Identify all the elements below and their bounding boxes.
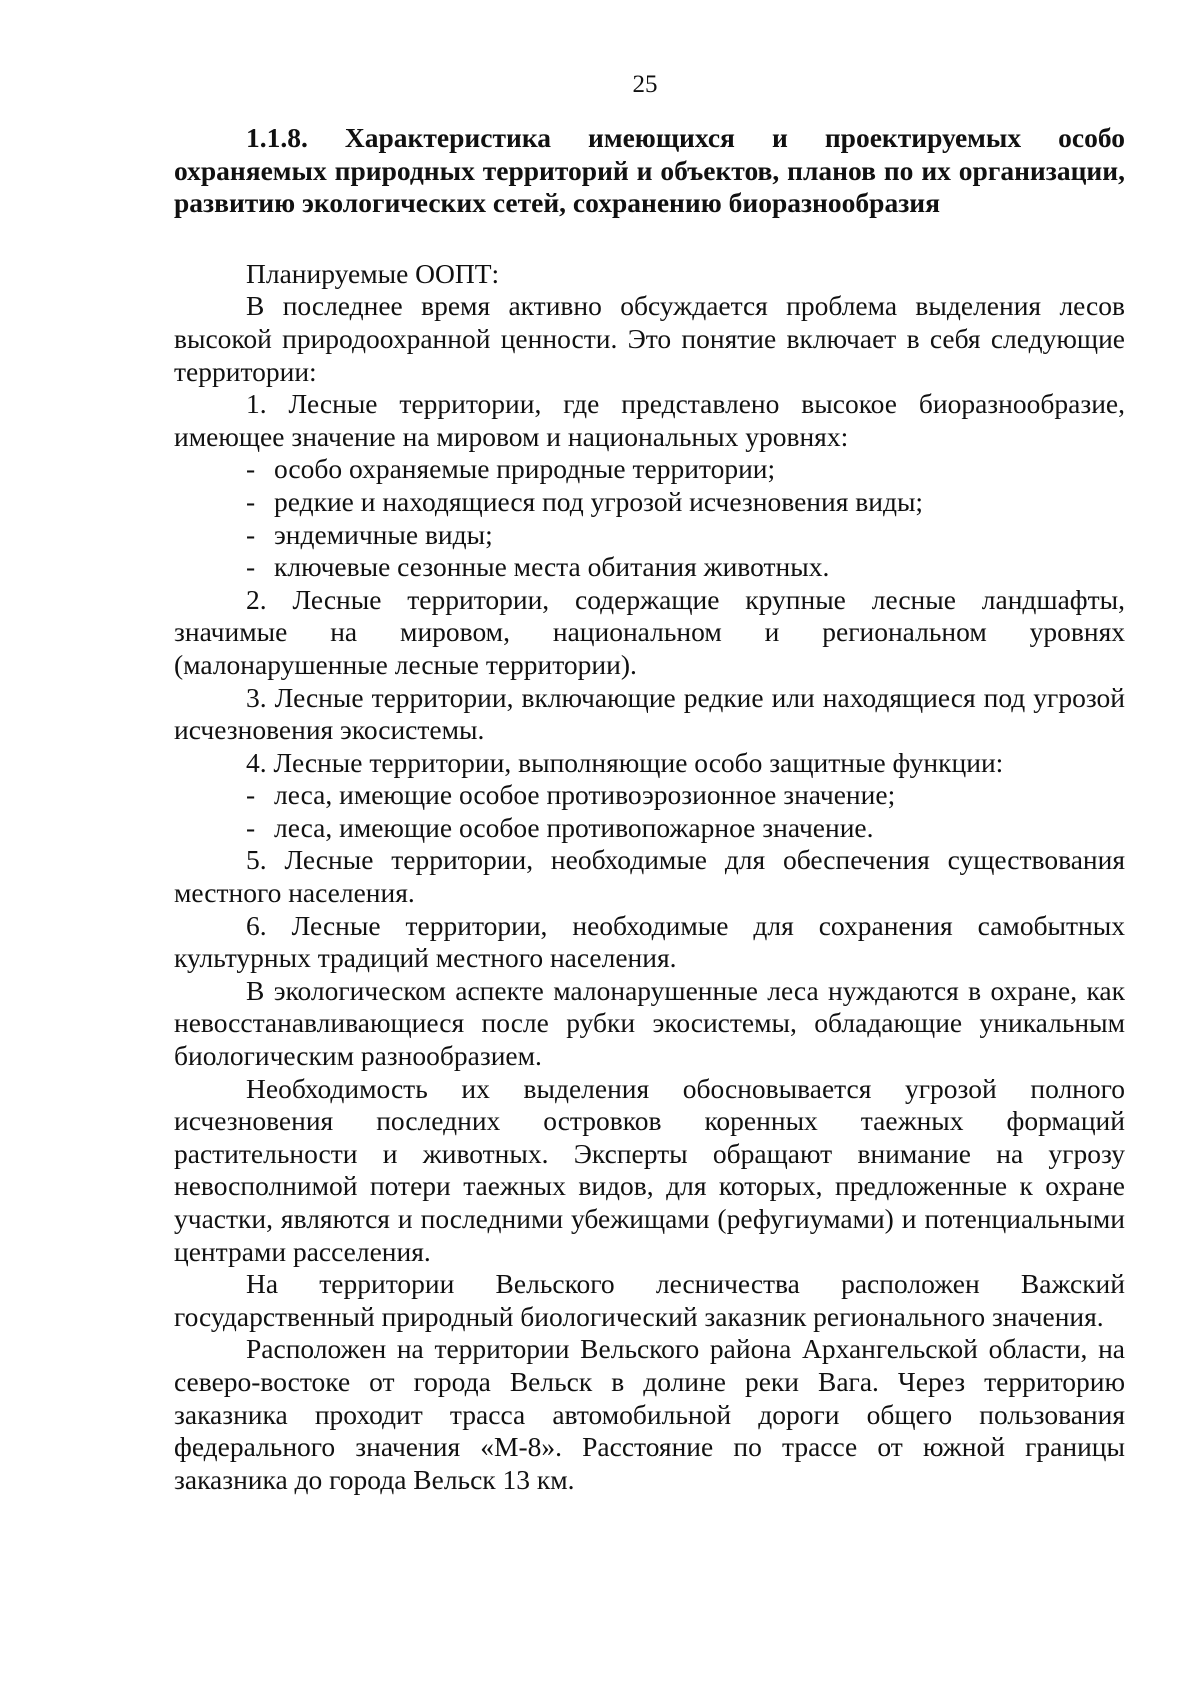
bullet-item: - редкие и находящиеся под угрозой исчезновения виды; (246, 485, 924, 517)
list-item-1: 1. Лесные территории, где представлено высокое биоразнообразие, имеющее значение на мировом и национальных уровнях: (174, 388, 1125, 452)
page-content (174, 122, 1125, 1496)
bullet-text: леса, имеющие особое противоэрозионное значение; (274, 779, 896, 811)
list-item-6: 6. Лесные территории, необходимые для сохранения самобытных культурных традиций местного населения. (174, 909, 1125, 974)
bullet-text: леса, имеющие особое противопожарное значение. (274, 811, 874, 843)
bullet-item: - леса, имеющие особое противоэрозионное значение; (246, 779, 896, 811)
necessity-paragraph: Необходимость их выделения обосновывается угрозой полного исчезновения последних островков коренных таежных формаций растительности и животных. Эксперты обращают внимание на угрозу невосполнимой потери таежных видов, для которых, предложенные к охране участки, являются и последними убежищами (рефугиумами) и потенциальными центрами расселения. (174, 1072, 1125, 1267)
list-item-4: 4. Лесные территории, выполняющие особо защитные функции: (246, 746, 1004, 778)
bullet-text: особо охраняемые природные территории; (274, 453, 776, 485)
page-number: 25 (632, 71, 658, 98)
list-item-5: 5. Лесные территории, необходимые для обеспечения существования местного населения. (174, 844, 1125, 909)
ecology-paragraph: В экологическом аспекте малонарушенные леса нуждаются в охране, как невосстанавливающиеся после рубки экосистемы, обладающие уникальным биологическим разнообразием. (174, 974, 1125, 1072)
bullet-item: - эндемичные виды; (246, 518, 493, 550)
bullet-item: - ключевые сезонные места обитания животных. (246, 551, 830, 583)
bullet-text: ключевые сезонные места обитания животных. (274, 551, 830, 583)
location-paragraph: Расположен на территории Вельского района Архангельской области, на северо-востоке от города Вельск в долине реки Вага. Через территорию заказника проходит трасса автомобильной дороги общего пользования федерального значения «М-8». Расстояние по трассе от южной границы заказника до города Вельск 13 км. (174, 1333, 1125, 1495)
intro-paragraph: В последнее время активно обсуждается проблема выделения лесов высокой природоохранной ценности. Это понятие включает в себя следующие территории: (174, 290, 1125, 387)
bullet-text: редкие и находящиеся под угрозой исчезновения виды; (274, 485, 924, 517)
subtitle: Планируемые ООПТ: (246, 257, 500, 289)
bullet-text: эндемичные виды; (274, 518, 493, 550)
list-item-2: 2. Лесные территории, содержащие крупные лесные ландшафты, значимые на мировом, национальном и региональном уровнях (малонарушенные лесные территории). (174, 583, 1125, 680)
vazhsky-reserve-paragraph: На территории Вельского лесничества расположен Важский государственный природный биологический заказник регионального значения. (174, 1268, 1125, 1332)
bullet-item: - леса, имеющие особое противопожарное значение. (246, 811, 874, 843)
bullet-item: - особо охраняемые природные территории; (246, 453, 776, 485)
section-heading: 1.1.8. Характеристика имеющихся и проектируемых особо охраняемых природных территорий и объектов, планов по их организации, развитию экологических сетей, сохранению биоразнообразия (174, 122, 1125, 219)
list-item-3: 3. Лесные территории, включающие редкие или находящиеся под угрозой исчезновения экосистемы. (174, 681, 1125, 746)
